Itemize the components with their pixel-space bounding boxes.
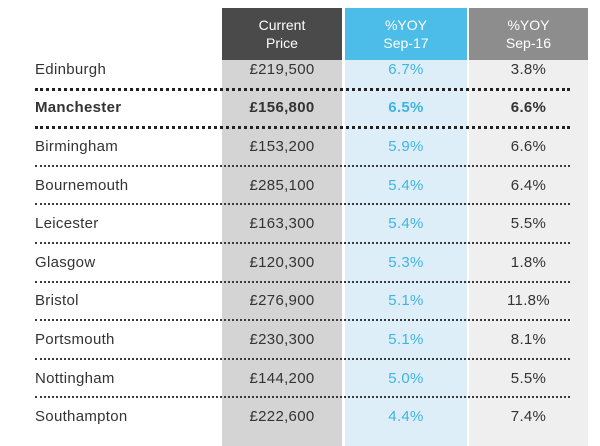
price-cell: £144,200 — [249, 369, 315, 387]
yoy-sep16-cell: 3.8% — [510, 60, 547, 78]
price-cell: £156,800 — [249, 99, 315, 117]
yoy-sep17-cell: 5.4% — [388, 215, 424, 233]
yoy-sep16-cell: 8.1% — [510, 330, 547, 348]
yoy-sep16-cell: 6.4% — [510, 176, 547, 194]
yoy-sep17-cell: 5.9% — [388, 137, 424, 155]
table-row — [0, 397, 600, 436]
city-cell: Glasgow — [35, 253, 96, 271]
price-cell: £285,100 — [249, 176, 315, 194]
price-cell: £230,300 — [249, 330, 315, 348]
yoy-sep16-cell: 7.4% — [510, 408, 547, 426]
yoy-sep17-cell: 6.5% — [388, 99, 424, 117]
header-label-line: Sep-17 — [383, 35, 429, 51]
price-cell: £153,200 — [249, 137, 315, 155]
city-cell: Manchester — [35, 99, 122, 117]
city-cell: Birmingham — [35, 137, 119, 155]
header-label-line: %YOY — [507, 17, 550, 33]
table-row — [0, 359, 600, 398]
table-row — [0, 50, 600, 89]
yoy-sep16-cell: 5.5% — [510, 369, 547, 387]
table-row — [0, 282, 600, 321]
yoy-sep17-cell: 5.0% — [388, 369, 424, 387]
table-row — [0, 243, 600, 282]
yoy-sep16-cell: 1.8% — [510, 253, 547, 271]
yoy-sep17-cell: 5.4% — [388, 176, 424, 194]
header-label-line: Current — [258, 17, 306, 33]
header-label-line: %YOY — [384, 17, 427, 33]
price-cell: £222,600 — [249, 408, 315, 426]
city-cell: Portsmouth — [35, 330, 115, 348]
yoy-sep17-cell: 5.3% — [388, 253, 424, 271]
price-cell: £276,900 — [249, 292, 315, 310]
yoy-sep16-cell: 6.6% — [510, 99, 547, 117]
price-cell: £219,500 — [249, 60, 315, 78]
table-row — [0, 89, 600, 128]
table-row — [0, 166, 600, 205]
yoy-sep16-cell: 5.5% — [510, 215, 547, 233]
city-cell: Southampton — [35, 408, 128, 426]
yoy-sep17-cell: 5.1% — [388, 292, 424, 310]
table-row — [0, 204, 600, 243]
city-cell: Bristol — [35, 292, 79, 310]
yoy-sep16-cell: 11.8% — [507, 292, 550, 310]
price-cell: £120,300 — [249, 253, 315, 271]
city-cell: Edinburgh — [35, 60, 107, 78]
yoy-sep17-cell: 5.1% — [388, 330, 424, 348]
price-cell: £163,300 — [249, 215, 315, 233]
city-cell: Leicester — [35, 215, 99, 233]
city-cell: Bournemouth — [35, 176, 129, 194]
header-label-line: Sep-16 — [505, 35, 552, 51]
yoy-sep17-cell: 4.4% — [388, 408, 424, 426]
table-row — [0, 127, 600, 166]
yoy-sep17-cell: 6.7% — [388, 60, 424, 78]
header-label-line: Price — [266, 35, 298, 51]
table-row — [0, 320, 600, 359]
yoy-sep16-cell: 6.6% — [510, 137, 547, 155]
city-cell: Nottingham — [35, 369, 115, 387]
